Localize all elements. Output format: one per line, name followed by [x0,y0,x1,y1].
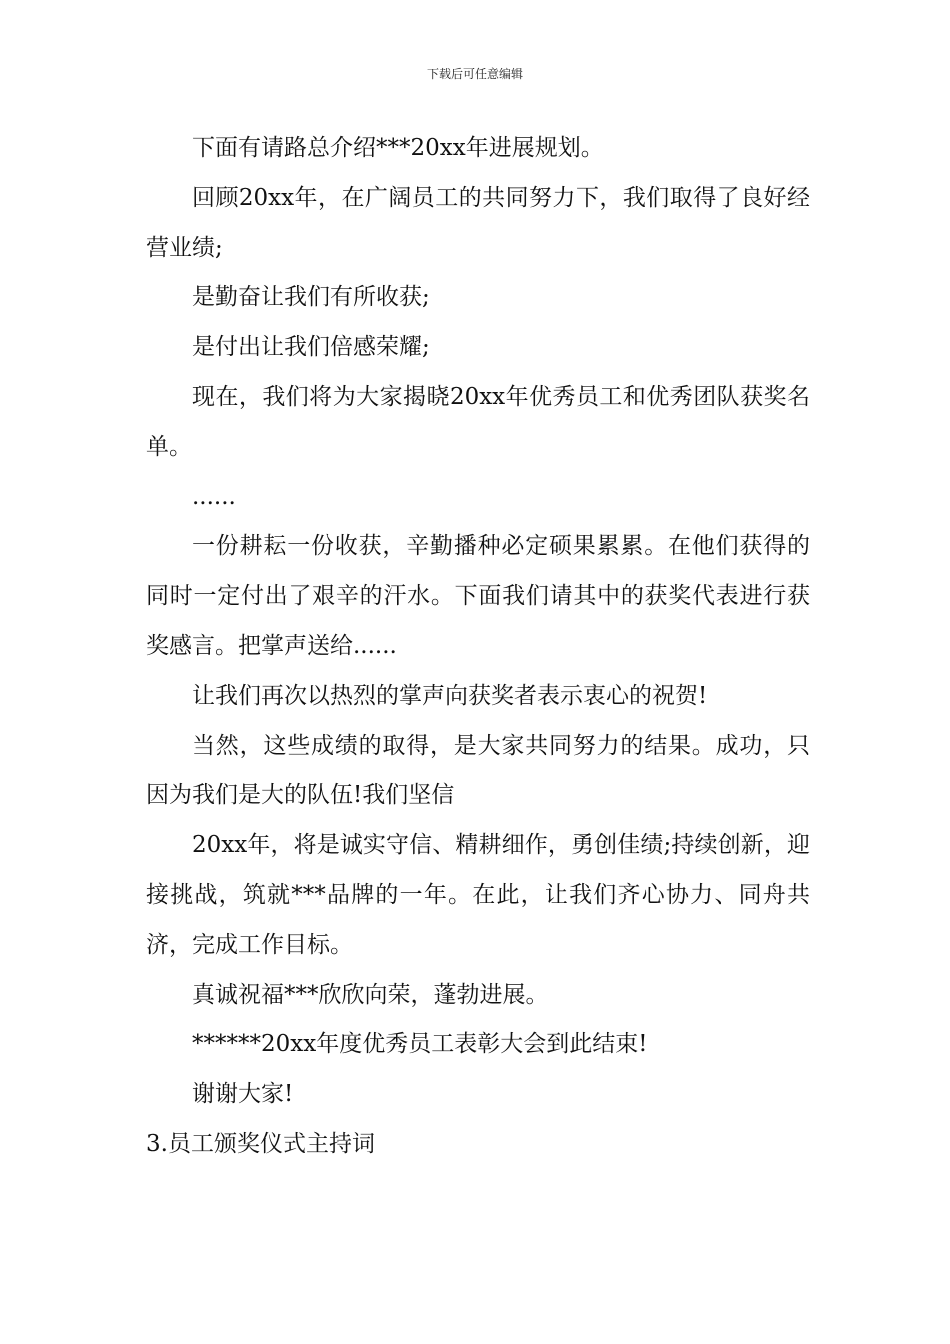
paragraph: 当然，这些成绩的取得，是大家共同努力的结果。成功，只因为我们是大的队伍!我们坚信 [146,732,810,809]
document-body [146,124,810,1170]
paragraph: 让我们再次以热烈的掌声向获奖者表示衷心的祝贺! [192,682,708,709]
paragraph: 谢谢大家! [192,1081,294,1108]
paragraph-ellipsis: ...... [192,483,236,510]
paragraph: 是付出让我们倍感荣耀; [192,334,430,361]
page-header-note: 下载后可任意编辑 [426,67,523,81]
paragraph: 20xx年，将是诚实守信、精耕细作，勇创佳绩;持续创新，迎接挑战，筑就***品牌的一年。在此，让我们齐心协力、同舟共济，完成工作目标。 [146,832,810,958]
paragraph: 下面有请路总介绍***20xx年进展规划。 [192,135,604,161]
paragraph: 是勤奋让我们有所收获; [192,284,430,311]
paragraph: 一份耕耘一份收获，辛勤播种必定硕果累累。在他们获得的同时一定付出了艰辛的汗水。下面我们请其中的获奖代表进行获奖感言。把掌声送给...... [146,533,810,659]
paragraph: 真诚祝福***欣欣向荣，蓬勃进展。 [192,981,549,1008]
section-heading: 3.员工颁奖仪式主持词 [146,1130,375,1157]
paragraph: 回顾20xx年，在广阔员工的共同努力下，我们取得了良好经营业绩; [146,184,810,261]
paragraph: ******20xx年度优秀员工表彰大会到此结束! [192,1031,648,1058]
paragraph: 现在，我们将为大家揭晓20xx年优秀员工和优秀团队获奖名单。 [146,383,810,460]
